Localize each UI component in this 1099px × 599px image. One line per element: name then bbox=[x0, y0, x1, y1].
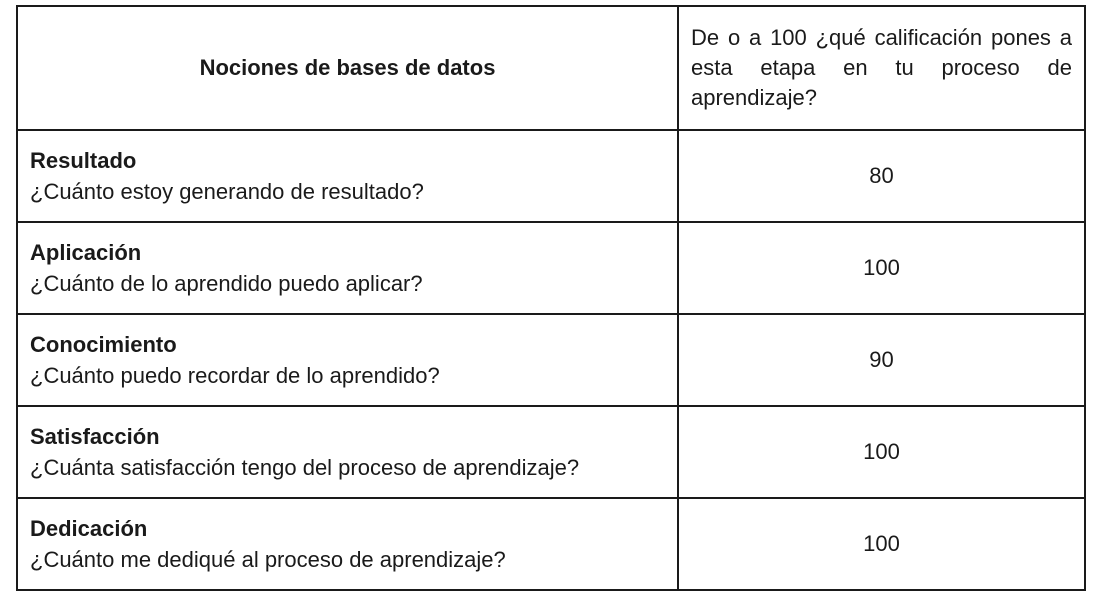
table-row bbox=[17, 406, 1085, 498]
self-assessment-table bbox=[16, 5, 1086, 591]
stage-cell bbox=[17, 314, 678, 406]
stage-name: Satisfacción bbox=[30, 424, 160, 449]
stage-name: Resultado bbox=[30, 148, 137, 173]
table-title: Nociones de bases de datos bbox=[17, 6, 678, 130]
score-cell: 80 bbox=[678, 130, 1085, 222]
score-cell: 100 bbox=[678, 222, 1085, 314]
stage-question: ¿Cuánto estoy generando de resultado? bbox=[30, 179, 424, 204]
stage-cell bbox=[17, 498, 678, 590]
stage-cell bbox=[17, 406, 678, 498]
rating-question: De o a 100 ¿qué calificación pones a esta etapa en tu proceso de aprendizaje? bbox=[678, 6, 1085, 130]
stage-name: Conocimiento bbox=[30, 332, 177, 357]
table-row bbox=[17, 222, 1085, 314]
stage-cell bbox=[17, 222, 678, 314]
table-row bbox=[17, 130, 1085, 222]
stage-cell bbox=[17, 130, 678, 222]
stage-name: Aplicación bbox=[30, 240, 142, 265]
table-header-row bbox=[17, 6, 1085, 130]
score-cell: 90 bbox=[678, 314, 1085, 406]
table-row bbox=[17, 498, 1085, 590]
score-cell: 100 bbox=[678, 498, 1085, 590]
stage-question: ¿Cuánta satisfacción tengo del proceso de aprendizaje? bbox=[30, 455, 580, 480]
stage-question: ¿Cuánto de lo aprendido puedo aplicar? bbox=[30, 271, 423, 296]
stage-name: Dedicación bbox=[30, 516, 148, 541]
table-row bbox=[17, 314, 1085, 406]
score-cell: 100 bbox=[678, 406, 1085, 498]
stage-question: ¿Cuánto puedo recordar de lo aprendido? bbox=[30, 363, 440, 388]
stage-question: ¿Cuánto me dediqué al proceso de aprendizaje? bbox=[30, 547, 506, 572]
